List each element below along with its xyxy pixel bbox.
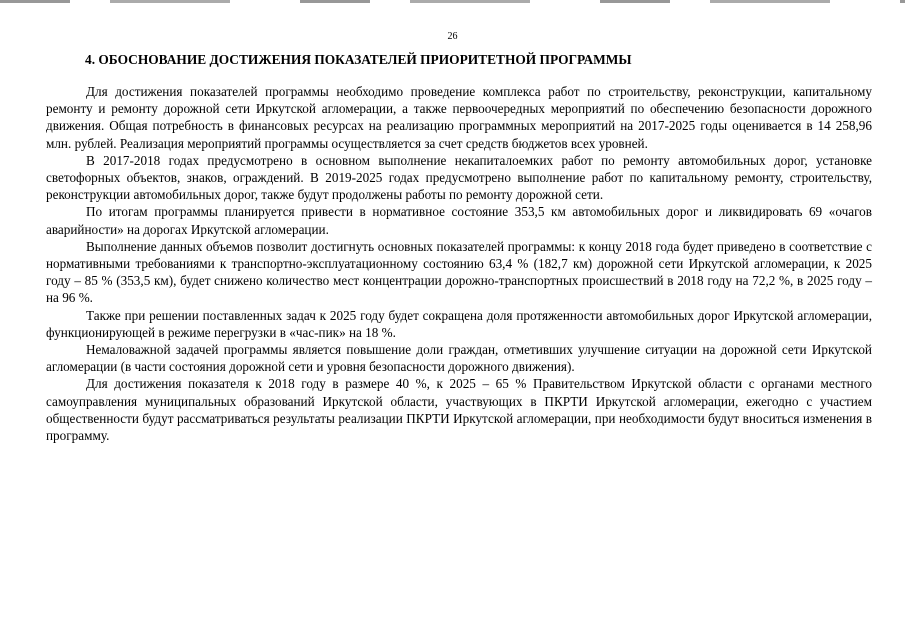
page-number: 26 — [447, 31, 458, 42]
paragraph-schedule: В 2017-2018 годах предусмотрено в основном выполнение некапиталоемких работ по ремонту автомобильных дорог, установке светофорных объектов, знаков, ограждений. В 2019-2025 годах предусмотрено выполнение работ по капитальному ремонту, строительству, реконструкции автомобильных дорог, также будут продолжены работы по ремонту дорожной сети. — [46, 152, 872, 203]
scan-top-edge — [0, 0, 905, 3]
section-heading: 4. ОБОСНОВАНИЕ ДОСТИЖЕНИЯ ПОКАЗАТЕЛЕЙ ПРИОРИТЕТНОЙ ПРОГРАММЫ — [85, 52, 632, 67]
paragraph-indicators: Выполнение данных объемов позволит достигнуть основных показателей программы: к концу 2018 года будет приведено в соответствие с нормативными требованиями к транспортно-эксплуатационному состоянию 63,4 % (182,7 км) дорожной сети Иркутской агломерации, к 2025 году – 85 % (353,5 км), будет снижено количество мест концентрации дорожно-транспортных происшествий в 2018 году на 72,2 %, в 2025 году – на 96 %. — [46, 238, 872, 306]
paragraph-citizens: Немаловажной задачей программы является повышение доли граждан, отметивших улучшение ситуации на дорожной сети Иркутской агломерации (в части состояния дорожной сети и уровня безопасности дорожного движения). — [46, 342, 872, 375]
paragraph-results: По итогам программы планируется привести в нормативное состояние 353,5 км автомобильных дорог и ликвидировать 69 «очагов аварийности» на дорогах Иркутской агломерации. — [46, 204, 872, 237]
document-body — [46, 83, 872, 444]
paragraph-monitoring: Для достижения показателя к 2018 году в размере 40 %, к 2025 – 65 % Правительством Иркутской области с органами местного самоуправления муниципальных образований Иркутской области, участвующих в ПКРТИ Иркутской агломерации, ежегодно с участием общественности будут рассматриваться результаты реализации ПКРТИ Иркутской агломерации, при необходимости будут вноситься изменения в программу. — [46, 376, 872, 444]
paragraph-funding: Для достижения показателей программы необходимо проведение комплекса работ по строительству, реконструкции, капитальному ремонту и ремонту дорожной сети Иркутской агломерации, а также первоочередных мероприятий по обеспечению безопасности дорожного движения. Общая потребность в финансовых ресурсах на реализацию программных мероприятий на 2017-2025 годы оценивается в 14 258,96 млн. рублей. Реализация мероприятий программы осуществляется за счет средств бюджетов всех уровней. — [46, 84, 872, 151]
paragraph-congestion: Также при решении поставленных задач к 2025 году будет сокращена доля протяженности автомобильных дорог Иркутской агломерации, функционирующей в режиме перегрузки в «час-пик» на 18 %. — [46, 307, 872, 340]
